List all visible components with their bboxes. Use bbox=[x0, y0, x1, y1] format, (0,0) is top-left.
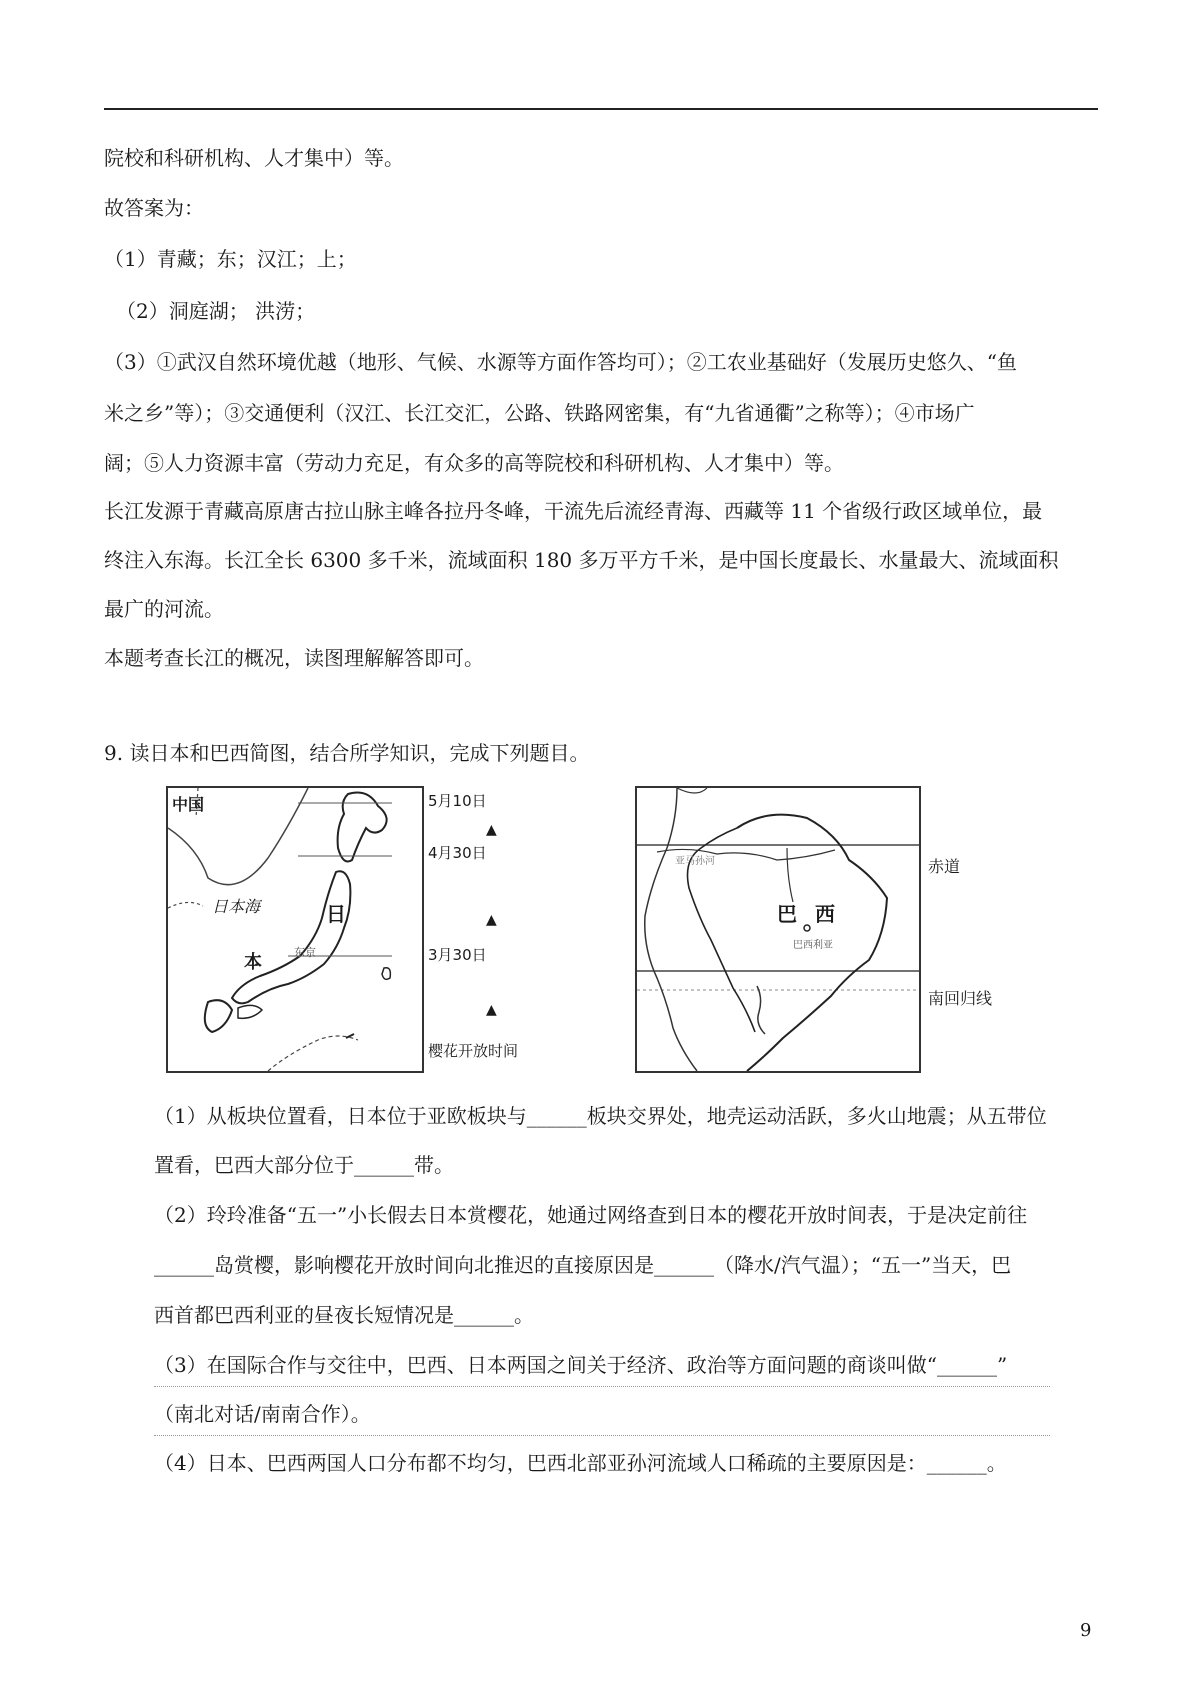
dotted-divider bbox=[154, 1435, 1050, 1436]
japan-label-ben: 本 bbox=[244, 952, 262, 973]
question-9-3-cont: （南北对话/南南合作）。 bbox=[154, 1402, 371, 1426]
date-label-may10: 5月10日 bbox=[428, 792, 487, 810]
text-line: 阔；⑤人力资源丰富（劳动力充足，有众多的高等院校和科研机构、人才集中）等。 bbox=[104, 451, 844, 475]
date-label-apr30: 4月30日 bbox=[428, 844, 487, 862]
equator-label: 赤道 bbox=[928, 857, 961, 876]
header-rule bbox=[104, 108, 1098, 110]
dotted-divider bbox=[154, 1386, 1050, 1387]
answer-2: （2）洞庭湖； 洪涝； bbox=[116, 299, 316, 323]
china-label: 中国 bbox=[172, 795, 205, 814]
question-9-2-cont: 西首都巴西利亚的昼夜长短情况是______。 bbox=[154, 1303, 534, 1327]
question-9-1: （1）从板块位置看，日本位于亚欧板块与______板块交界处，地壳运动活跃，多火山地震；从五带位 bbox=[154, 1104, 1047, 1128]
arrow-up-icon: ▲ bbox=[486, 822, 497, 838]
legend-caption: 樱花开放时间 bbox=[428, 1042, 519, 1060]
tropic-capricorn-label: 南回归线 bbox=[928, 989, 993, 1008]
arrow-up-icon: ▲ bbox=[486, 1002, 497, 1018]
amazon-river-label: 亚马孙河 bbox=[675, 856, 715, 867]
question-9-3: （3）在国际合作与交往中，巴西、日本两国之间关于经济、政治等方面问题的商谈叫做“______” bbox=[154, 1353, 1008, 1377]
analysis-line: 终注入东海。长江全长 6300 多千米，流域面积 180 多万平方千米，是中国长度最长、水量最大、流域面积 bbox=[104, 548, 1059, 572]
tokyo-label: 东京 bbox=[294, 946, 316, 959]
sea-of-japan-label: 日本海 bbox=[212, 897, 261, 916]
question-9-1-cont: 置看，巴西大部分位于______带。 bbox=[154, 1153, 454, 1177]
question-9-4: （4）日本、巴西两国人口分布都不均匀，巴西北部亚孙河流域人口稀疏的主要原因是：______。 bbox=[154, 1451, 1007, 1475]
analysis-line: 最广的河流。 bbox=[104, 597, 224, 621]
japan-label-ri: 日 bbox=[326, 902, 346, 926]
question-9-2: （2）玲玲准备“五一”小长假去日本赏樱花，她通过网络查到日本的樱花开放时间表，于是决定前往 bbox=[154, 1203, 1028, 1227]
brazil-label-ba: 巴 bbox=[777, 902, 797, 926]
analysis-line: 长江发源于青藏高原唐古拉山脉主峰各拉丹冬峰，干流先后流经青海、西藏等 11 个省级行政区域单位，最 bbox=[104, 499, 1043, 523]
question-9-title: 9. 读日本和巴西简图，结合所学知识，完成下列题目。 bbox=[104, 741, 590, 765]
text-line: 院校和科研机构、人才集中）等。 bbox=[104, 146, 404, 170]
answer-1: （1）青藏；东；汉江；上； bbox=[104, 247, 357, 271]
arrow-up-icon: ▲ bbox=[486, 912, 497, 928]
question-9-2-cont: ______岛赏樱，影响樱花开放时间向北推迟的直接原因是______（降水/汽气温）；“五一”当天，巴 bbox=[154, 1253, 1012, 1277]
japan-map bbox=[166, 786, 424, 1073]
analysis-line: 本题考查长江的概况，读图理解解答即可。 bbox=[104, 646, 484, 670]
brasilia-label: 巴西利亚 bbox=[793, 940, 833, 951]
text-line: 故答案为： bbox=[104, 196, 204, 220]
text-line: 米之乡”等）；③交通便利（汉江、长江交汇，公路、铁路网密集，有“九省通衢”之称等）；④市场广 bbox=[104, 401, 975, 425]
page-number: 9 bbox=[1080, 1620, 1092, 1641]
answer-3: （3）①武汉自然环境优越（地形、气候、水源等方面作答均可）；②工农业基础好（发展历史悠久、“鱼 bbox=[104, 350, 1017, 374]
brazil-map bbox=[635, 786, 921, 1073]
brazil-label-xi: 西 bbox=[815, 902, 835, 926]
date-label-mar30: 3月30日 bbox=[428, 946, 487, 964]
